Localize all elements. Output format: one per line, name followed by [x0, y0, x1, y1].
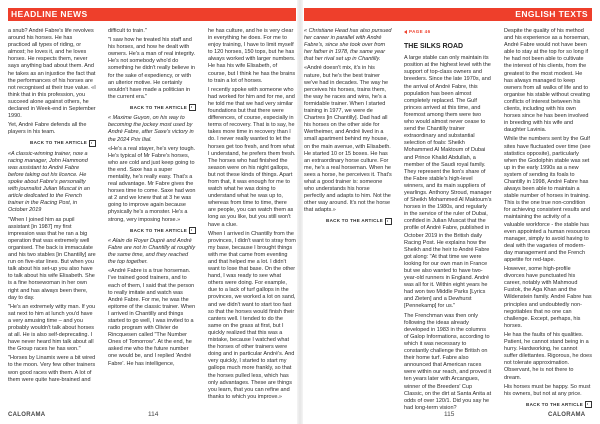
body-paragraph: "When I joined him as pupil assistant [in 1987] my first impression was that he ran a big operation that was extremely well organised. The back is immaculate and his two stables [in Chantilly] are run on five-star lines. But when you talk about his set-up you also have to talk about his wife Elisabeth. She is a fine horsewoman in her own right and has always been there, day to day.	[8, 216, 96, 301]
body-paragraph: Despite the quality of his method and his experience as a horseman, André Fabre would not have been able to stay at the top for so long if he had not been able to cultivate the interest of his clients, from the greatest to the most modest. He has always managed to keep owners from all walks of life and to organise his stable without creating conflicts of interest between his clients, including with his own horses since he has been involved in breeding with his wife and daughter Lavinia.	[504, 28, 590, 134]
arrow-left-icon	[404, 30, 407, 34]
body-paragraph: I recently spoke with someone who had worked for him and for me, and he told me that we had very similar foundations but that there were differences, of course, especially in terms of recovery. That is to say, he takes more time in recovery than I do. I never really wanted to let the horses get too fresh, and from what I understand, he prefers them fresh. The horses who had finished the season were on his night gallops, but not these kinds of things. Apart from that, it was enough for me to watch what he was doing to understand what he was up to, whereas from time to time, there are people, you can watch them as long as you like, but you still won't have a clue.	[208, 86, 296, 228]
arrow-right-icon	[89, 140, 96, 147]
body-paragraph: "He's an extremely witty man. If you sat next to him at lunch you'd have a very amusing time – and you probably wouldn't talk about horses at all. He is also self-deprecating. I have never heard him talk about all the Group races he has won."	[8, 303, 96, 353]
section-header-bar	[8, 8, 296, 21]
body-paragraph: He has the faults of his qualities. Patient, he cannot stand being in a hurry. Hardworking, he cannot suffer dilettantes. Rigorous, he does not tolerate approximation. Observant, he is not there to dream.	[504, 331, 592, 381]
text-column-1	[8, 28, 96, 400]
back-to-article-link[interactable]: BACK TO THE ARTICLE	[8, 139, 96, 146]
section-header-title: ENGLISH TEXTS	[515, 9, 588, 19]
body-paragraph: "I saw how he treated his staff and his horses, and how he dealt with owners. He's a man of real integrity. He's not somebody who'd do something he didn't really believe in for the sake of expediency, or with an ulterior motive. He certainly wouldn't have made a politician in the current era."	[108, 37, 196, 100]
section-title: THE SILKS ROAD	[404, 43, 464, 51]
back-to-article-link[interactable]: BACK TO THE ARTICLE	[108, 227, 196, 234]
page-reference[interactable]: PAGE 46	[404, 28, 492, 35]
arrow-right-icon	[585, 401, 592, 408]
page-number: 115	[444, 411, 455, 418]
intro-paragraph: « Alain de Royer Dupré and André Fabre are not in Chantilly at roughly the same time, and they reached the top together.	[108, 237, 196, 266]
right-page	[304, 0, 600, 424]
section-header-title: HEADLINE NEWS	[11, 9, 88, 19]
text-column-2	[404, 28, 492, 411]
intro-paragraph: «A classic-winning trainer, now a racing manager, John Hammond was assistant to André Fabre before taking out his licence. He spoke about Fabre's personality with journalist Julian Muscat in an article dedicated to the French trainer in the Racing Post, in October 2019	[8, 150, 90, 214]
body-paragraph: he has culture, and he is very clear in everything he does. For me to enjoy training, I have to limit myself to 120 horses, 150 tops, but he has always worked with larger numbers. He has his wife Elisabeth, of course, but I think he has the brains to train a lot of horses.	[208, 28, 296, 84]
body-paragraph: a snub? André Fabre's life revolves around his horses. He has practiced all types of riding, or almost; he loves it, and he loves horses. He respects them, never says anything bad about them. And he takes as an injustice the fact that the performances of his horses are not recognised at their true value. «I think that in this profession, you succeed alone against others, he declared in Week-end in September 1990.	[8, 28, 96, 120]
body-paragraph: difficult to train."	[108, 28, 147, 34]
page-number: 114	[148, 411, 159, 418]
body-paragraph: «André Fabre is a true horseman. I've trained good trainers, and to each of them, I said that the person to really imitate and watch was André Fabre. For me, he was the epitome of the classic trainer. When I arrived in Chantilly and things started to go well, I was invited to a radio program with Olivier de Rincquesen called "The Number Ones of Tomorrow". At the end, he asked me who the future number one would be, and I replied 'André Fabre'. He has intelligence,	[108, 268, 196, 367]
text-column-2	[108, 28, 196, 400]
body-paragraph: When I arrived in Chantilly from the provinces, I didn't want to stray from my base, because I brought things with me that came from eventing and that helped me a lot. I didn't want to lose that base. On the other hand, I was ready to see what others were doing. For example, due to a lack of turf gallops in the provinces, we worked a lot on sand, and we didn't want to start too fast so that the horses would finish their canters well. I tended to do the same on the grass at first, but I quickly realized that this was a mistake, because I watched what the horses of other trainers were doing and in particular André's. And very quickly, I started to start my gallops much more frankly, so that the horses pulled less, which has only advantages. These are things you learn, that you can refine and thanks to which you improve.»	[208, 230, 296, 400]
intro-paragraph: « Christiane Head has also pursued her career in parallel with André Fabre's, since she took over from her father in 1978, the same year that her rival set up in Chantilly.	[304, 28, 392, 63]
left-page	[0, 0, 296, 424]
magazine-brand: CALORAMA	[8, 412, 46, 418]
back-to-article-link[interactable]: BACK TO THE ARTICLE	[504, 401, 592, 408]
text-column-1	[304, 28, 392, 400]
body-paragraph: "Horses by Linamix were a bit wired to the moon. Very few other trainers won good races with them. A lot of them were quite hare-brained and	[8, 355, 96, 383]
back-to-article-link[interactable]: BACK TO THE ARTICLE	[108, 104, 196, 111]
body-paragraph: «André doesn't mix, it's in his nature, but he's the best trainer we've had in decades. The way he perceives his horses, trains them, the way he races and wins, he's a formidable trainer. When I started training in 1977, we were de Chartres [in Chantilly]. Dad had all his horses on the other side for Wertheimer, and André lived in a small apartment behind my house, on the main avenue, with Elisabeth. He started 10 or 15 boxes. He has an extraordinary horse culture. For me, he's a real horseman. When he sees a horse, he perceives it. That's what a good trainer is: someone who understands his horse perfectly and adapts to him. Not the other way around. It's not the horse that adapts.»	[304, 65, 392, 214]
body-paragraph: A large stable can only maintain its position at the highest level with the support of top-class owners and breeders. Since the late 1970s, and the arrival of André Fabre, this population has been almost completely replaced. The Gulf princes arrived at this time, and foremost among them were two who would almost never cease to send the Chantilly trainer extraordinary and substantial selection of foals: Sheikh Mohammed Al Maktoum of Dubai and Prince Khalid Abdullah, a member of the Saudi royal family. They represent the lion's share of the Fabre stable's high-level winners, and its main suppliers of yearlings. Anthony Stroud, manager of Sheikh Mohammed Al Maktoum's horses in the 1980s, and regularly in the service of the ruler of Dubai, confided in Julian Muscat that the profile of André Fabre, published in October 2019 in the British daily Racing Post. He explains how the Sheikh and the heir to André Fabre got along: "At that time we were looking for our own man in France but we also wanted to have two-year-old runners in England. André was all for it. Within eight years he had won two Middle Parks [Lyrics and Zieten] and a Dewhurst [Pennekamp] for us."	[404, 55, 492, 310]
body-paragraph: The Frenchman was then only following the ideas already developed in 1983 in the columns of Galop Informations, according to which it was necessary to constantly challenge the British on their home turf. Fabre also announced that American races were within our reach, and proved it ten years later with Arcangues, winner of the Breeders' Cup Classic, on the dirt at Santa Anita at odds of over 120/1. Did you say he had long-term vision?	[404, 312, 492, 411]
body-paragraph: While the numbers sent by the Gulf sites have fluctuated over time (see statistics opposite), particularly when the Godolphin stable was set up in the early 1990s as a new system of sending its foals to Chantilly in 1998, André Fabre has always been able to maintain a stable number of horses in training. This is the one true non-condition for achieving consistent results and maintaining the activity of a valuable workforce - the stable has even appointed a human resources manager, simply to avoid having to deal with the vagaries of modern-day management and the French appetite for red-tape.	[504, 136, 591, 263]
arrow-right-icon	[189, 227, 196, 234]
body-paragraph: His horses must be happy. So must his owners, but not at any price.	[504, 383, 591, 397]
back-to-article-link[interactable]: BACK TO THE ARTICLE	[304, 217, 392, 224]
section-header-bar	[304, 8, 592, 21]
arrow-right-icon	[189, 104, 196, 111]
text-column-3	[504, 28, 592, 407]
body-paragraph: «He's a real stayer, he's very tough. He's typical of Mr Fabre's horses, who are cold and just keep going to the end. Saxe has a super mentality, he's really easy. That's a real advantage. Mr Fabre gives the horses time to come. Saxe had won at 2 and we knew that at 3 he was going to improve again because physically he's a monster. He's a strong, very imposing horse.»	[108, 145, 196, 223]
arrow-right-icon	[385, 218, 392, 225]
magazine-brand: CALORAMA	[548, 412, 586, 418]
intro-paragraph: « Maxime Guyon, on his way to becoming the jockey most used by André Fabre, after Saxe's victory in the 2024 Prix Ilial.	[108, 115, 194, 143]
text-column-3	[208, 28, 296, 400]
page-gutter	[297, 0, 303, 424]
body-paragraph: Yet, André Fabre defends all the players in his team.	[8, 122, 87, 136]
body-paragraph: However, some high-profile divorces have punctuated his career, notably with Mahmoud Fustok, the Aga Khan and the Wildenstein family. André Fabre has principles and undoubtedly non-negotiables that no one can challenge. Except, perhaps, his horses.	[504, 266, 592, 329]
